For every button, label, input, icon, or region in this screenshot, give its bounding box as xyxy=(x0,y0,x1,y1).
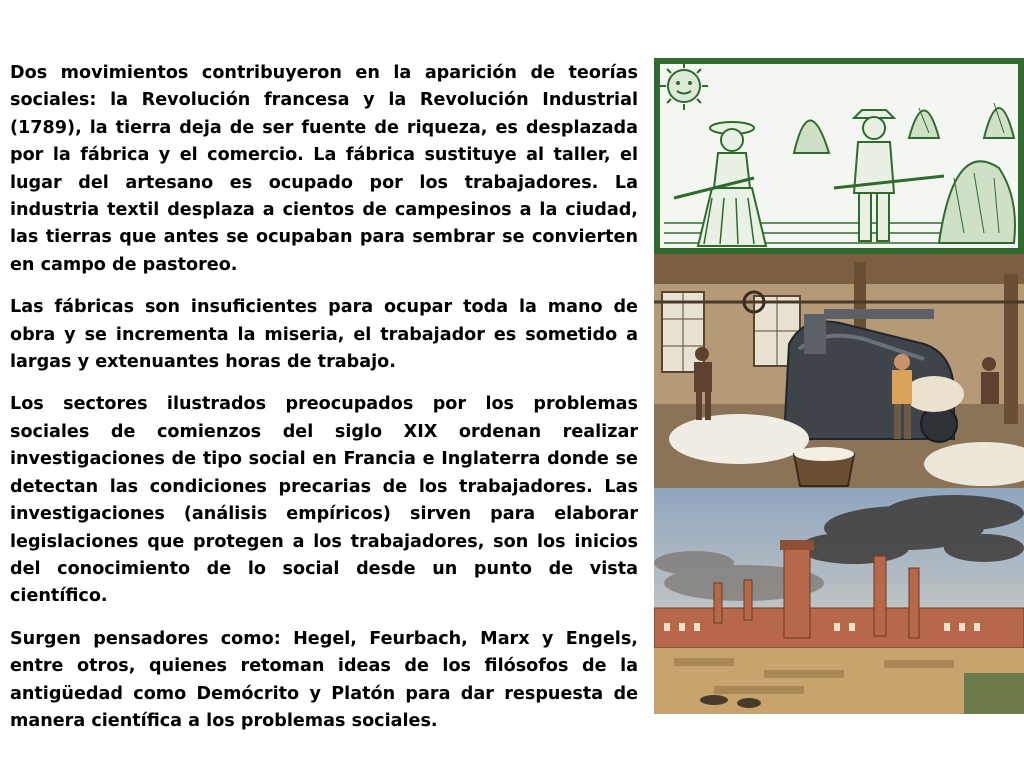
factory-interior-image xyxy=(654,254,1024,488)
paragraph-factories: Las fábricas son insuficientes para ocupar toda la mano de obra y se incrementa la miseria, el trabajador es sometido a largas y extenuantes horas de trabajo. xyxy=(10,297,638,373)
revolutions-highlight: la Revolución francesa y la Revolución Industrial (1789) xyxy=(10,90,638,138)
industrial-landscape-image xyxy=(654,488,1024,714)
illustration-column xyxy=(654,58,1024,714)
paragraph-1-intro: Dos movimientos contribuyeron en la aparición de teorías sociales: xyxy=(10,63,638,111)
text-column xyxy=(10,60,638,750)
paragraph-1-rest: , la tierra deja de ser fuente de riqueza, es desplazada por la fábrica y el comercio. La fábrica sustituye al taller, el lugar del artesano es ocupado por los trabajadores. La industria textil desplaza a cientos de campesinos a la ciudad, las tierras que antes se ocupaban para sembrar se convierten en campo de pastoreo. xyxy=(10,117,638,275)
paragraph-revolutions xyxy=(10,60,638,279)
woodcut-farming-image xyxy=(654,58,1024,254)
paragraph-thinkers: Surgen pensadores como: Hegel, Feurbach, Marx y Engels, entre otros, quienes retoman ideas de los filósofos de la antigüedad como Demócrito y Platón para dar respuesta de manera científica a los problemas sociales. xyxy=(10,628,638,731)
paragraph-investigations: Los sectores ilustrados preocupados por los problemas sociales de comienzos del siglo XIX ordenan realizar investigaciones de tipo social en Francia e Inglaterra donde se detectan las condiciones precarias de los trabajadores. Las investigaciones (análisis empíricos) sirven para elaborar legislaciones que protegen a los trabajadores, son los inicios del conocimiento de lo social desde un punto de vista científico. xyxy=(10,394,638,607)
